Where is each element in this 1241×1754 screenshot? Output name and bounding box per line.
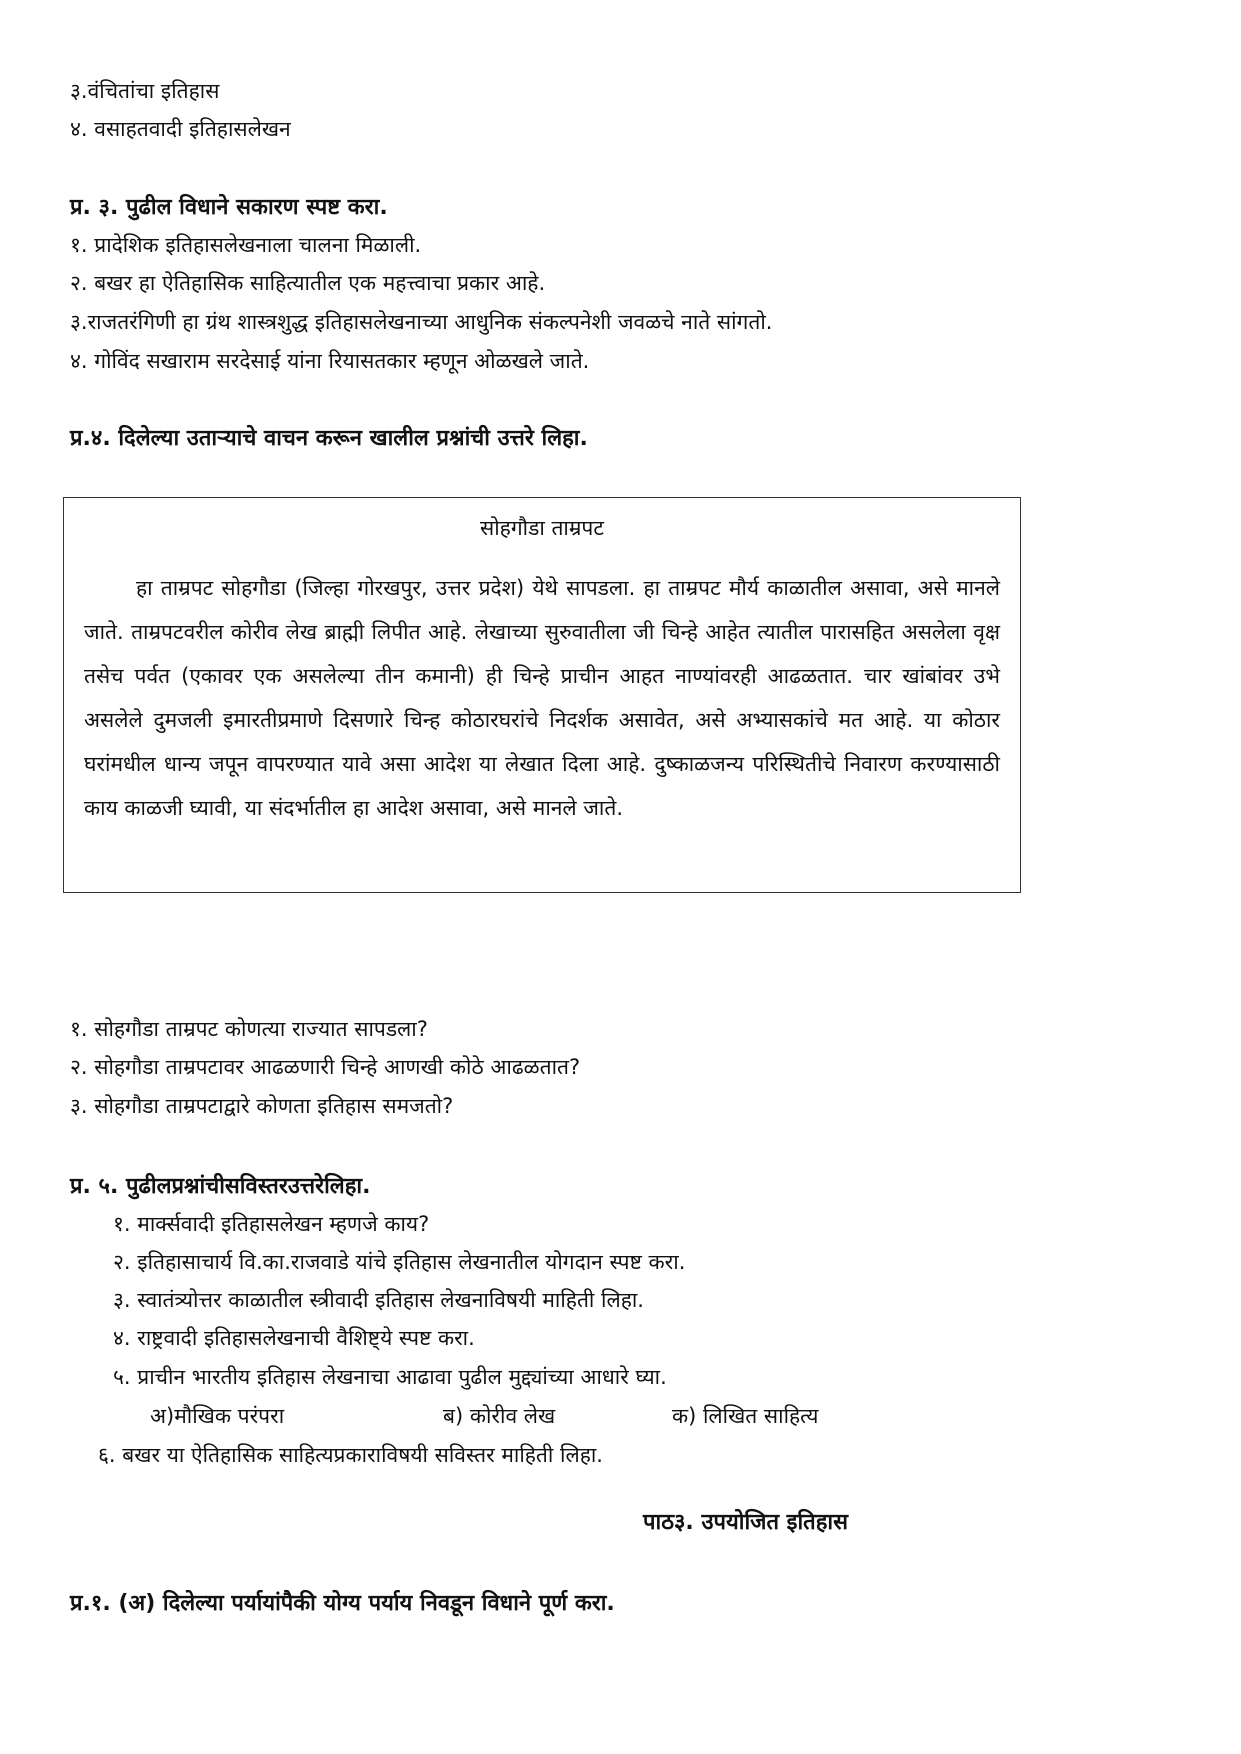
chapter-title: पाठ३. उपयोजित इतिहास bbox=[643, 1510, 848, 1535]
question-5-heading: प्र. ५. पुढीलप्रश्नांचीसविस्तरउत्तरेलिहा. bbox=[70, 1174, 371, 1199]
question-4-heading: प्र.४. दिलेल्या उताऱ्याचे वाचन करून खालील प्रश्नांची उत्तरे लिहा. bbox=[70, 426, 588, 451]
list-item: १. सोहगौडा ताम्रपट कोणत्या राज्यात सापडला? bbox=[70, 1017, 428, 1041]
sub-point: क) लिखित साहित्य bbox=[672, 1404, 819, 1428]
passage-box bbox=[63, 497, 1021, 893]
question-3-heading: प्र. ३. पुढील विधाने सकारण स्पष्ट करा. bbox=[70, 195, 388, 220]
passage-text: हा ताम्रपट सोहगौडा (जिल्हा गोरखपुर, उत्तर प्रदेश) येथे सापडला. हा ताम्रपट मौर्य काळातील असावा, असे मानले जाते. ताम्रपटवरील कोरीव लेख ब्राह्मी लिपीत आहे. लेखाच्या सुरुवातीला जी चिन्हे आहेत त्यातील पारासहित असलेला वृक्ष तसेच पर्वत (एकावर एक असलेल्या तीन कमानी) ही चिन्हे प्राचीन आहत नाण्यांवरही आढळतात. चार खांबांवर उभे असलेले दुमजली इमारतीप्रमाणे दिसणारे चिन्ह कोठारघरांचे निदर्शक असावेत, असे अभ्यासकांचे मत आहे. या कोठार घरांमधील धान्य जपून वापरण्यात यावे असा आदेश या लेखात दिला आहे. दुष्काळजन्य परिस्थितीचे निवारण करण्यासाठी काय काळजी घ्यावी, या संदर्भातील हा आदेश असावा, असे मानले जाते. bbox=[84, 576, 1000, 820]
list-item: ४. राष्ट्रवादी इतिहासलेखनाची वैशिष्ट्ये स्पष्ट करा. bbox=[113, 1326, 475, 1350]
list-item: २. इतिहासाचार्य वि.का.राजवाडे यांचे इतिहास लेखनातील योगदान स्पष्ट करा. bbox=[113, 1250, 686, 1274]
sub-point: अ)मौखिक परंपरा bbox=[150, 1404, 285, 1428]
list-item: १. प्रादेशिक इतिहासलेखनाला चालना मिळाली. bbox=[70, 233, 422, 257]
list-item: ३. सोहगौडा ताम्रपटाद्वारे कोणता इतिहास समजतो? bbox=[70, 1094, 454, 1118]
list-item: ३. स्वातंत्र्योत्तर काळातील स्त्रीवादी इतिहास लेखनाविषयी माहिती लिहा. bbox=[113, 1288, 644, 1312]
list-item: ३.राजतरंगिणी हा ग्रंथ शास्त्रशुद्ध इतिहासलेखनाच्या आधुनिक संकल्पनेशी जवळचे नाते सांगतो. bbox=[70, 310, 773, 334]
list-item: ४. गोविंद सखाराम सरदेसाई यांना रियासतकार म्हणून ओळखले जाते. bbox=[70, 349, 590, 373]
list-item: ६. बखर या ऐतिहासिक साहित्यप्रकाराविषयी सविस्तर माहिती लिहा. bbox=[98, 1443, 603, 1467]
list-item: ४. वसाहतवादी इतिहासलेखन bbox=[70, 117, 291, 141]
list-item: ५. प्राचीन भारतीय इतिहास लेखनाचा आढावा पुढील मुद्द्यांच्या आधारे घ्या. bbox=[113, 1365, 667, 1389]
list-item: २. बखर हा ऐतिहासिक साहित्यातील एक महत्त्वाचा प्रकार आहे. bbox=[70, 271, 546, 295]
list-item: ३.वंचितांचा इतिहास bbox=[70, 79, 220, 103]
list-item: २. सोहगौडा ताम्रपटावर आढळणारी चिन्हे आणखी कोठे आढळतात? bbox=[70, 1055, 581, 1079]
passage-title: सोहगौडा ताम्रपट bbox=[480, 516, 604, 540]
list-item: १. मार्क्सवादी इतिहासलेखन म्हणजे काय? bbox=[113, 1212, 430, 1236]
sub-point: ब) कोरीव लेख bbox=[443, 1404, 556, 1428]
question-1-heading: प्र.१. (अ) दिलेल्या पर्यायांपैकी योग्य पर्याय निवडून विधाने पूर्ण करा. bbox=[70, 1591, 615, 1616]
